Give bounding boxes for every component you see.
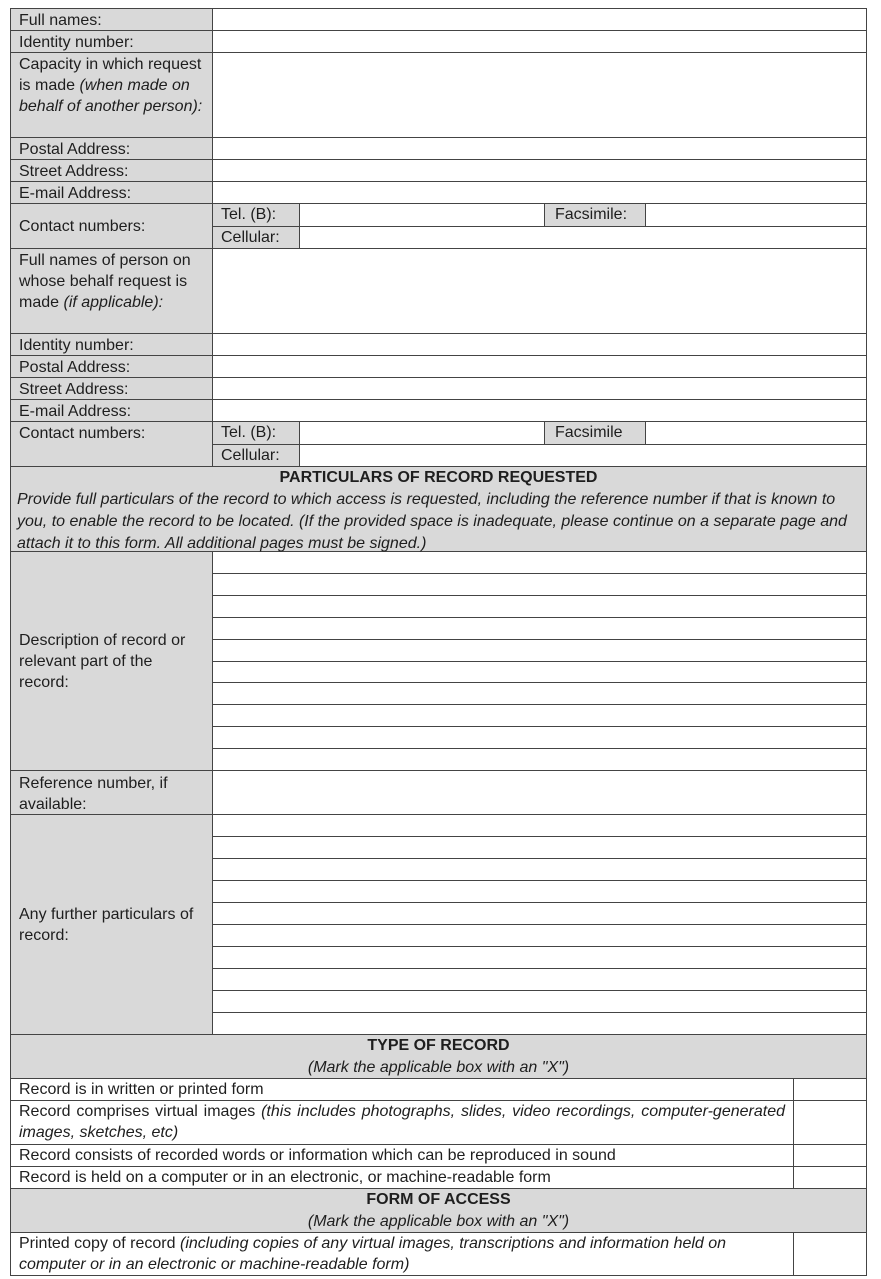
behalf-street-address-label: Street Address: bbox=[11, 378, 213, 399]
behalf-identity-number-label: Identity number: bbox=[11, 334, 213, 355]
street-address-label: Street Address: bbox=[11, 160, 213, 181]
behalf-contact-row-cellular bbox=[213, 444, 866, 466]
particulars-title: PARTICULARS OF RECORD REQUESTED bbox=[279, 469, 598, 486]
type-row-electronic bbox=[10, 1166, 867, 1188]
facsimile-field[interactable] bbox=[646, 204, 866, 226]
capacity-field[interactable] bbox=[213, 53, 866, 137]
description-line[interactable] bbox=[213, 726, 866, 748]
type-row-virtual-images bbox=[10, 1100, 867, 1144]
cellular-label: Cellular: bbox=[213, 227, 300, 248]
row-description bbox=[10, 551, 867, 770]
further-line[interactable] bbox=[213, 968, 866, 990]
contact-row-tel bbox=[213, 204, 866, 226]
description-line[interactable] bbox=[213, 552, 866, 573]
behalf-facsimile-label: Facsimile bbox=[544, 422, 646, 444]
behalf-full-names-label bbox=[11, 249, 213, 333]
reference-number-field[interactable] bbox=[213, 771, 866, 814]
form-of-access-title: FORM OF ACCESS bbox=[366, 1191, 511, 1208]
capacity-label-text: Capacity in which request is made bbox=[19, 56, 202, 94]
access-printed-copy-text bbox=[11, 1233, 794, 1275]
identity-number-label: Identity number: bbox=[11, 31, 213, 52]
description-line[interactable] bbox=[213, 639, 866, 661]
access-row-printed-copy bbox=[10, 1232, 867, 1276]
cellular-field[interactable] bbox=[300, 227, 866, 248]
description-line[interactable] bbox=[213, 682, 866, 704]
type-row-written bbox=[10, 1078, 867, 1100]
reference-number-label: Reference number, if available: bbox=[11, 771, 213, 814]
type-of-record-header bbox=[10, 1034, 867, 1078]
row-behalf-street-address bbox=[10, 377, 867, 399]
contact-numbers-label: Contact numbers: bbox=[11, 204, 213, 248]
further-line[interactable] bbox=[213, 946, 866, 968]
further-particulars-label: Any further particulars of record: bbox=[11, 815, 213, 1034]
facsimile-label: Facsimile: bbox=[544, 204, 646, 226]
behalf-full-names-field[interactable] bbox=[213, 249, 866, 333]
further-line[interactable] bbox=[213, 990, 866, 1012]
type-electronic-checkbox[interactable] bbox=[794, 1167, 866, 1188]
type-virtual-images-text bbox=[11, 1101, 794, 1144]
form-of-access-header bbox=[10, 1188, 867, 1232]
description-line[interactable] bbox=[213, 704, 866, 726]
behalf-email-address-field[interactable] bbox=[213, 400, 866, 421]
behalf-cellular-label: Cellular: bbox=[213, 445, 300, 466]
behalf-cellular-field[interactable] bbox=[300, 445, 866, 466]
description-line[interactable] bbox=[213, 573, 866, 595]
type-virtual-images-note: (this includes photographs, slides, video recordings, computer-generated images, sketches, etc) bbox=[19, 1103, 785, 1141]
tel-b-label: Tel. (B): bbox=[213, 204, 300, 226]
row-identity-number bbox=[10, 30, 867, 52]
behalf-email-address-label: E-mail Address: bbox=[11, 400, 213, 421]
behalf-postal-address-label: Postal Address: bbox=[11, 356, 213, 377]
description-line[interactable] bbox=[213, 617, 866, 639]
further-line[interactable] bbox=[213, 902, 866, 924]
row-further-particulars bbox=[10, 814, 867, 1034]
type-sound-text: Record consists of recorded words or information which can be reproduced in sound bbox=[11, 1145, 794, 1166]
postal-address-field[interactable] bbox=[213, 138, 866, 159]
behalf-street-address-field[interactable] bbox=[213, 378, 866, 399]
type-of-record-title: TYPE OF RECORD bbox=[367, 1037, 510, 1054]
postal-address-label: Postal Address: bbox=[11, 138, 213, 159]
row-email-address bbox=[10, 181, 867, 203]
further-line[interactable] bbox=[213, 924, 866, 946]
street-address-field[interactable] bbox=[213, 160, 866, 181]
further-line[interactable] bbox=[213, 815, 866, 836]
behalf-identity-number-field[interactable] bbox=[213, 334, 866, 355]
particulars-section-header bbox=[10, 466, 867, 551]
behalf-contact-numbers-label: Contact numbers: bbox=[11, 422, 213, 466]
further-line[interactable] bbox=[213, 858, 866, 880]
description-lines[interactable] bbox=[213, 552, 866, 770]
full-names-field[interactable] bbox=[213, 9, 866, 30]
description-line[interactable] bbox=[213, 661, 866, 683]
capacity-label-note: (when made on behalf of another person): bbox=[19, 77, 203, 115]
access-printed-copy-checkbox[interactable] bbox=[794, 1233, 866, 1275]
further-line[interactable] bbox=[213, 1012, 866, 1034]
row-reference-number bbox=[10, 770, 867, 814]
type-virtual-images-checkbox[interactable] bbox=[794, 1101, 866, 1144]
row-contact-numbers bbox=[10, 203, 867, 248]
email-address-label: E-mail Address: bbox=[11, 182, 213, 203]
email-address-field[interactable] bbox=[213, 182, 866, 203]
description-line[interactable] bbox=[213, 748, 866, 770]
type-written-text: Record is in written or printed form bbox=[11, 1079, 794, 1100]
row-behalf-full-names bbox=[10, 248, 867, 333]
row-behalf-identity-number bbox=[10, 333, 867, 355]
access-printed-copy-main: Printed copy of record bbox=[19, 1235, 176, 1252]
behalf-full-names-text: Full names of person on whose behalf request is made bbox=[19, 252, 191, 311]
row-capacity bbox=[10, 52, 867, 137]
capacity-label bbox=[11, 53, 213, 137]
type-row-sound bbox=[10, 1144, 867, 1166]
row-street-address bbox=[10, 159, 867, 181]
further-line[interactable] bbox=[213, 880, 866, 902]
type-electronic-text: Record is held on a computer or in an electronic, or machine-readable form bbox=[11, 1167, 794, 1188]
type-written-checkbox[interactable] bbox=[794, 1079, 866, 1100]
behalf-facsimile-field[interactable] bbox=[646, 422, 866, 444]
description-line[interactable] bbox=[213, 595, 866, 617]
tel-b-field[interactable] bbox=[300, 204, 544, 226]
row-behalf-email-address bbox=[10, 399, 867, 421]
behalf-postal-address-field[interactable] bbox=[213, 356, 866, 377]
type-sound-checkbox[interactable] bbox=[794, 1145, 866, 1166]
behalf-tel-b-label: Tel. (B): bbox=[213, 422, 300, 444]
further-particulars-lines[interactable] bbox=[213, 815, 866, 1034]
description-label: Description of record or relevant part of the record: bbox=[11, 552, 213, 770]
particulars-instructions: Provide full particulars of the record to which access is requested, including the reference number if that is known to you, to enable the record to be located. (If the provided space is inadequate, please continue on a separate page and attach it to this form. All additional pages must be signed.) bbox=[17, 491, 847, 552]
type-virtual-images-main: Record comprises virtual images bbox=[19, 1103, 256, 1120]
behalf-tel-b-field[interactable] bbox=[300, 422, 544, 444]
further-line[interactable] bbox=[213, 836, 866, 858]
behalf-full-names-note: (if applicable): bbox=[63, 294, 164, 311]
behalf-contact-numbers-group bbox=[213, 422, 866, 466]
contact-numbers-group bbox=[213, 204, 866, 248]
access-printed-copy-note: (including copies of any virtual images, transcriptions and information held on computer or in an electronic or machine-readable form) bbox=[19, 1235, 727, 1273]
type-of-record-subtitle: (Mark the applicable box with an "X") bbox=[307, 1059, 570, 1076]
contact-row-cellular bbox=[213, 226, 866, 248]
row-behalf-postal-address bbox=[10, 355, 867, 377]
behalf-contact-row-tel bbox=[213, 422, 866, 444]
access-request-form bbox=[10, 8, 867, 1276]
row-behalf-contact-numbers bbox=[10, 421, 867, 466]
form-of-access-subtitle: (Mark the applicable box with an "X") bbox=[307, 1213, 570, 1230]
full-names-label: Full names: bbox=[11, 9, 213, 30]
identity-number-field[interactable] bbox=[213, 31, 866, 52]
row-full-names bbox=[10, 8, 867, 30]
row-postal-address bbox=[10, 137, 867, 159]
